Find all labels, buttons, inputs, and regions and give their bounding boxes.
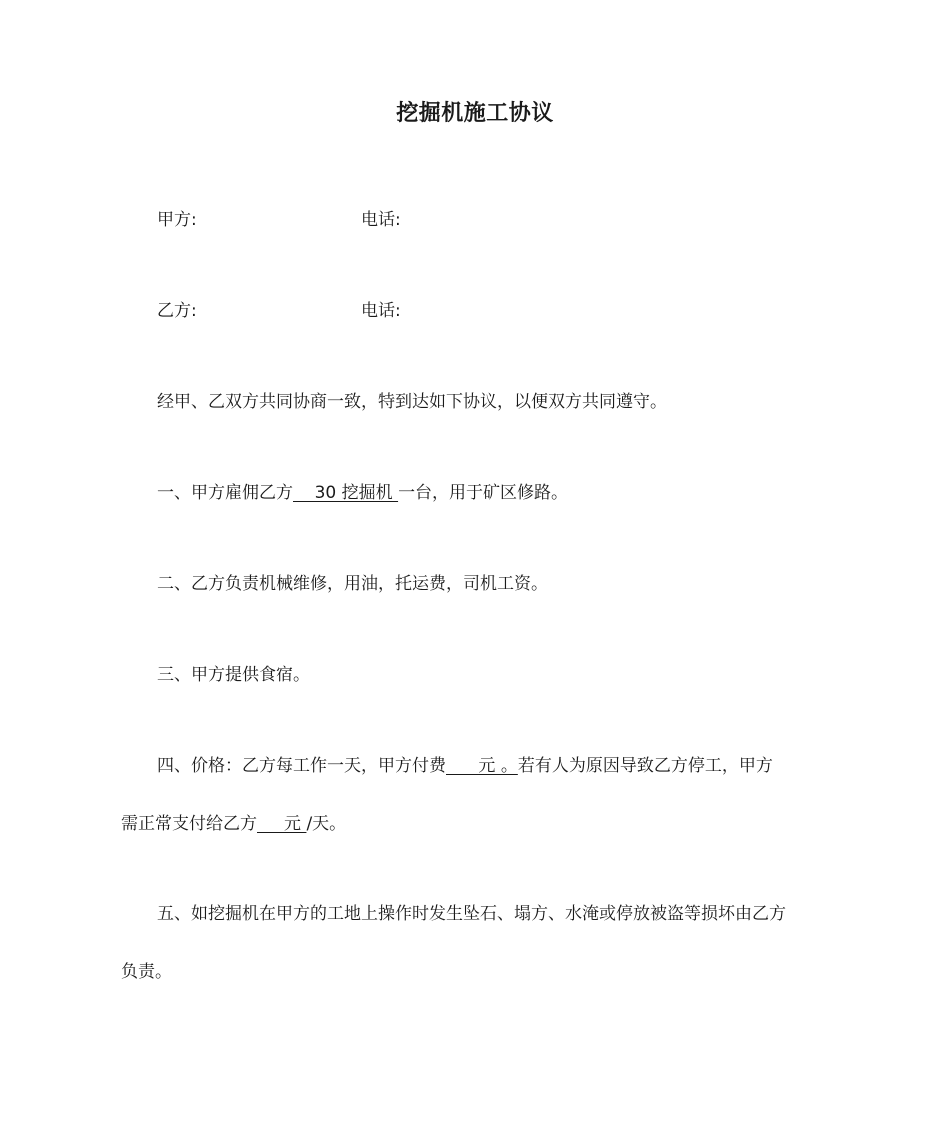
clause-5-line-1: 五、如挖掘机在甲方的工地上操作时发生坠石、塌方、水淹或停放被盗等损坏由乙方: [157, 904, 786, 924]
party-b-label: 乙方:: [157, 301, 197, 321]
clause-3: 三、甲方提供食宿。: [157, 665, 310, 685]
clause-4-line-2: [121, 812, 346, 836]
clause-5-line-2: 负责。: [121, 962, 172, 982]
clause-4-price-blank: 元 。: [446, 756, 518, 776]
clause-1-prefix: 一、甲方雇佣乙方: [157, 483, 293, 503]
clause-1-suffix: 一台，用于矿区修路。: [398, 483, 569, 503]
clause-1-filled-blank: 30 挖掘机: [293, 483, 399, 503]
intro-paragraph: 经甲、乙双方共同协商一致，特到达如下协议，以便双方共同遵守。: [157, 392, 667, 412]
party-a-label: 甲方:: [157, 210, 197, 230]
clause-4-prefix: 四、价格：乙方每工作一天，甲方付费: [157, 756, 446, 776]
clause-4-middle: 若有人为原因导致乙方停工，甲方: [517, 756, 773, 776]
clause-4-line-2-prefix: 需正常支付给乙方: [121, 814, 257, 834]
clause-4-daily-blank: 元: [257, 814, 307, 834]
clause-4-line-1: [157, 754, 773, 778]
document-title: 挖掘机施工协议: [396, 101, 554, 126]
clause-4-line-2-suffix: /天。: [306, 814, 347, 834]
clause-2: 二、乙方负责机械维修，用油，托运费，司机工资。: [157, 574, 548, 594]
party-a-phone-label: 电话:: [361, 210, 401, 230]
party-b-phone-label: 电话:: [361, 301, 401, 321]
clause-1: [157, 481, 568, 505]
